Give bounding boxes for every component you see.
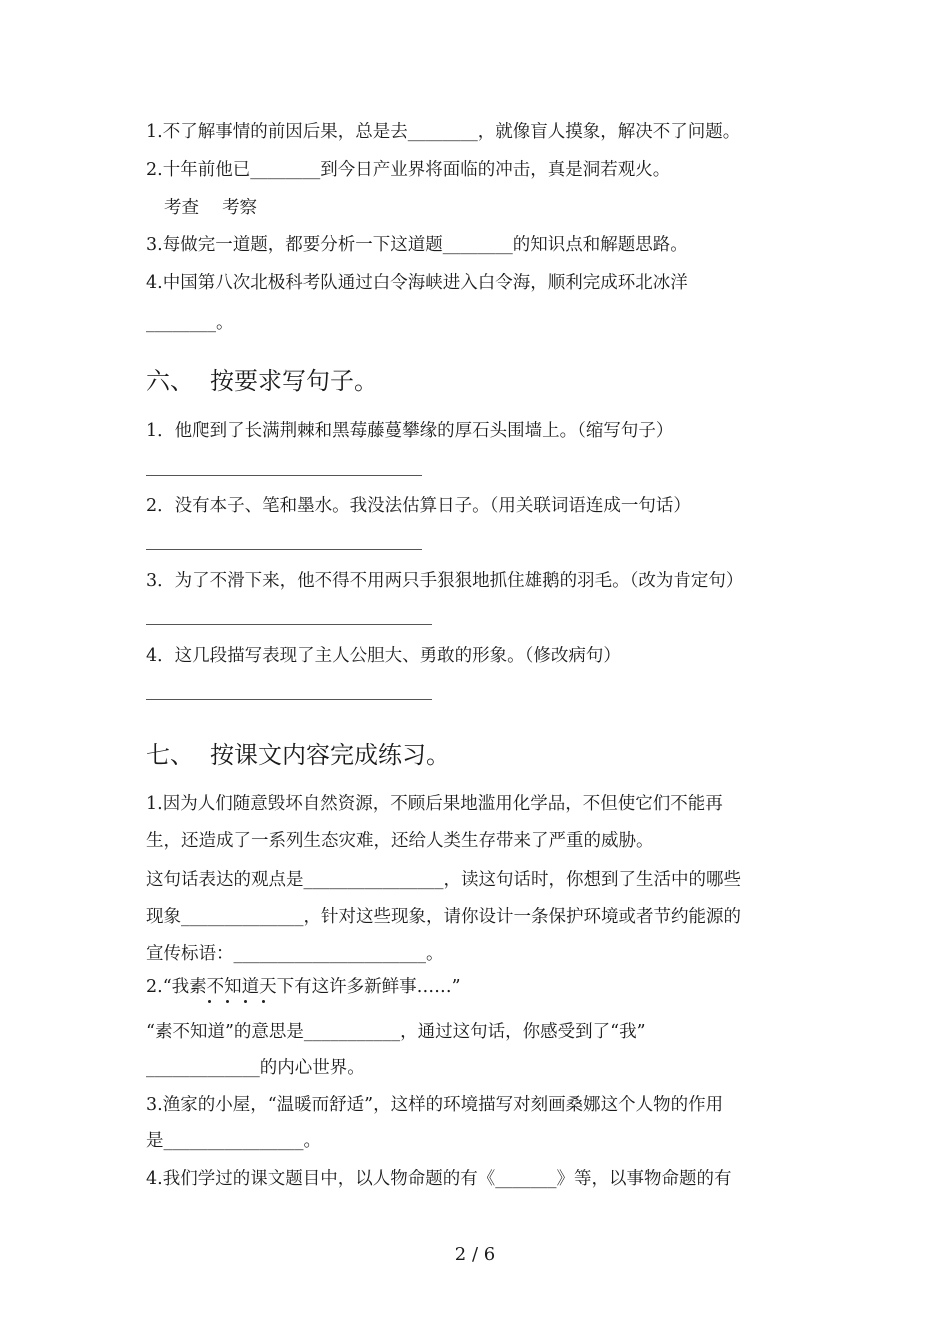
section-number: 六、 (146, 367, 194, 395)
question-1-line-3: 这句话表达的观点是________________，读这句话时，你想到了生活中的哪些 (146, 870, 741, 890)
answer-line (146, 549, 422, 550)
question-3: 3.每做完一道题，都要分析一下这道题________的知识点和解题思路。 (146, 235, 688, 255)
question-1-line-4: 现象______________，针对这些现象，请你设计一条保护环境或者节约能源的 (146, 907, 741, 927)
section-title: 按要求写句子。 (210, 367, 378, 395)
question-4: 4.我们学过的课文题目中，以人物命题的有《_______》等，以事物命题的有 (146, 1169, 732, 1189)
answer-line (146, 624, 432, 625)
question-2-line-3: _____________的内心世界。 (146, 1058, 365, 1078)
emphasis-dot (262, 1000, 265, 1003)
section-6-heading (146, 366, 378, 396)
section-7-heading (146, 740, 450, 770)
answer-line (146, 699, 432, 700)
page-number: 2 / 6 (454, 1244, 496, 1265)
question-3: 3．为了不滑下来，他不得不用两只手狠狠地抓住雄鹅的羽毛。（改为肯定句） (146, 571, 744, 591)
question-4: 4.中国第八次北极科考队通过白令海峡进入白令海，顺利完成环北冰洋 (146, 273, 688, 293)
section-number: 七、 (146, 741, 194, 769)
emphasis-dot (244, 1000, 247, 1003)
question-3: 3.渔家的小屋，“温暖而舒适”，这样的环境描写对刻画桑娜这个人物的作用 (146, 1095, 724, 1115)
emphasis-dot (226, 1000, 229, 1003)
question-2: 2.“我素不知道天下有这许多新鲜事……” (146, 977, 461, 997)
question-2: 2．没有本子、笔和墨水。我没法估算日子。（用关联词语连成一句话） (146, 496, 691, 516)
question-4-continued: ________。 (146, 313, 234, 333)
emphasis-dot (208, 1000, 211, 1003)
question-3-line-2: 是________________。 (146, 1131, 321, 1151)
question-1: 1.不了解事情的前因后果，总是去________，就像盲人摸象，解决不了问题。 (146, 122, 741, 142)
question-4: 4．这几段描写表现了主人公胆大、勇敢的形象。（修改病句） (146, 646, 621, 666)
question-1-line-5: 宣传标语：______________________。 (146, 944, 444, 964)
question-1: 1．他爬到了长满荆棘和黑莓藤蔓攀缘的厚石头围墙上。（缩写句子） (146, 421, 674, 441)
answer-line (146, 475, 422, 476)
question-1: 1.因为人们随意毁坏自然资源，不顾后果地滥用化学品，不但使它们不能再 (146, 794, 723, 814)
question-2-line-2: “素不知道”的意思是___________，通过这句话，你感受到了“我” (146, 1022, 646, 1042)
section-title: 按课文内容完成练习。 (210, 741, 450, 769)
question-2: 2.十年前他已________到今日产业界将面临的冲击，真是洞若观火。 (146, 160, 671, 180)
question-1-line-2: 生，还造成了一系列生态灾难，还给人类生存带来了严重的威胁。 (146, 831, 654, 851)
word-options: 考查 考察 (164, 198, 258, 218)
